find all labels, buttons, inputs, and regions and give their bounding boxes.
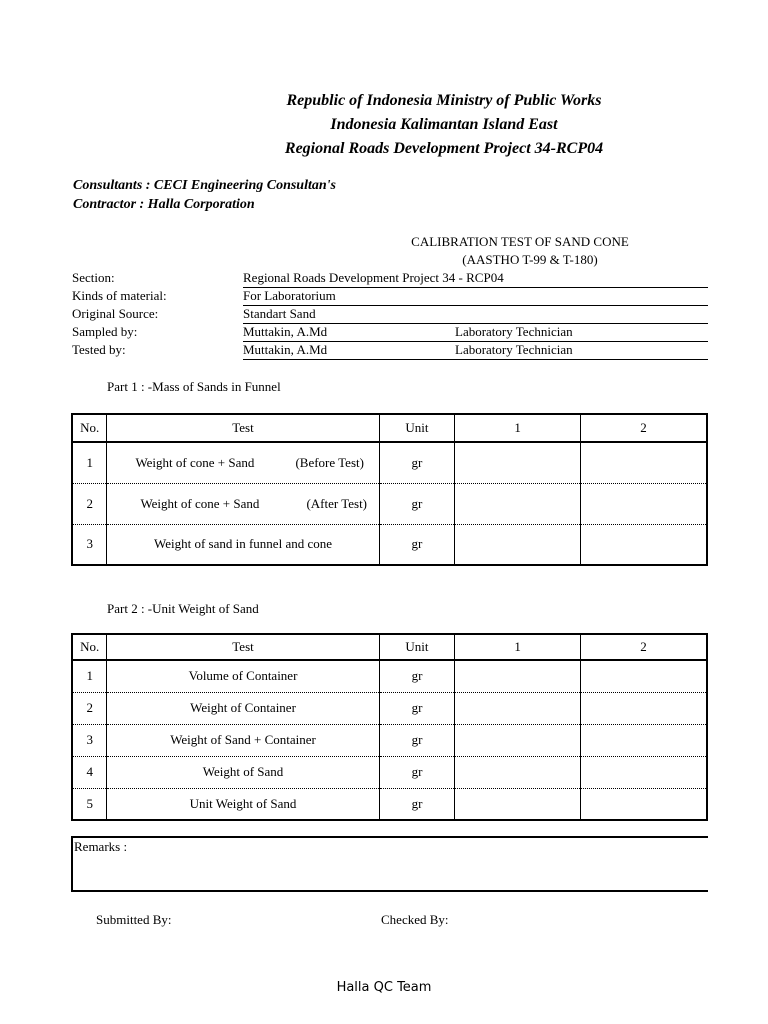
header-unit: Unit xyxy=(379,634,455,660)
table-row xyxy=(72,524,707,565)
row-value-2 xyxy=(580,788,707,820)
row-test-label: Unit Weight of Sand xyxy=(107,788,379,820)
info-material-row xyxy=(72,288,708,306)
section-label: Section: xyxy=(72,270,115,285)
header-no: No. xyxy=(72,634,107,660)
tested-role: Laboratory Technician xyxy=(455,342,573,357)
row-value-1 xyxy=(455,524,581,565)
underline xyxy=(243,359,708,360)
document-title: CALIBRATION TEST OF SAND CONE xyxy=(411,234,629,249)
part2-title: Part 2 : -Unit Weight of Sand xyxy=(107,601,259,616)
row-test-label: Weight of Sand + Container xyxy=(107,724,379,756)
consultants-line: Consultants : CECI Engineering Consultan's xyxy=(73,178,336,193)
info-tested-row xyxy=(72,342,708,360)
row-no: 4 xyxy=(72,756,107,788)
row-value-2 xyxy=(580,442,707,483)
row-no: 2 xyxy=(72,692,107,724)
row-unit: gr xyxy=(379,756,455,788)
row-value-2 xyxy=(580,756,707,788)
row-value-2 xyxy=(580,692,707,724)
table-row xyxy=(72,756,707,788)
row-no: 1 xyxy=(72,660,107,692)
table-row xyxy=(72,788,707,820)
row-no: 5 xyxy=(72,788,107,820)
table-row xyxy=(72,660,707,692)
table-row xyxy=(72,442,707,483)
row-value-1 xyxy=(455,442,581,483)
source-value: Standart Sand xyxy=(243,306,316,321)
header-unit: Unit xyxy=(379,414,455,442)
row-test-label: Weight of Container xyxy=(107,692,379,724)
header-no: No. xyxy=(72,414,107,442)
material-value: For Laboratorium xyxy=(243,288,336,303)
row-test xyxy=(107,483,379,524)
tested-label: Tested by: xyxy=(72,342,126,357)
footer-team: Halla QC Team xyxy=(336,980,432,995)
row-value-1 xyxy=(455,483,581,524)
row-test-label: Weight of cone + Sand xyxy=(135,455,255,470)
part2-table xyxy=(71,633,708,821)
row-value-2 xyxy=(580,660,707,692)
header-trial-1: 1 xyxy=(455,414,581,442)
row-unit: gr xyxy=(379,442,455,483)
row-test xyxy=(107,442,379,483)
row-test-label: Weight of sand in funnel and cone xyxy=(107,524,379,565)
contractor-line: Contractor : Halla Corporation xyxy=(73,197,255,212)
row-value-1 xyxy=(455,692,581,724)
part1-title: Part 1 : -Mass of Sands in Funnel xyxy=(107,379,281,394)
table-row xyxy=(72,692,707,724)
header-test: Test xyxy=(107,634,379,660)
source-label: Original Source: xyxy=(72,306,159,321)
row-value-2 xyxy=(580,724,707,756)
header-line-1: Republic of Indonesia Ministry of Public Works xyxy=(286,92,602,109)
row-test-label: Weight of cone + Sand xyxy=(140,495,260,511)
row-unit: gr xyxy=(379,483,455,524)
info-section-row xyxy=(72,270,708,288)
header-trial-2: 2 xyxy=(580,414,707,442)
document-standard: (AASTHO T-99 & T-180) xyxy=(462,252,598,267)
header-line-3: Regional Roads Development Project 34-RCP04 xyxy=(284,140,604,157)
info-sampled-row xyxy=(72,324,708,342)
header-trial-1: 1 xyxy=(455,634,581,660)
material-label: Kinds of material: xyxy=(72,288,167,303)
row-unit: gr xyxy=(379,524,455,565)
row-value-1 xyxy=(455,788,581,820)
remarks-box xyxy=(71,836,708,892)
part1-table xyxy=(71,413,708,566)
header-line-2: Indonesia Kalimantan Island East xyxy=(330,116,558,133)
table-header-row xyxy=(72,414,707,442)
row-test-note: (After Test) xyxy=(306,495,368,511)
submitted-by-label: Submitted By: xyxy=(96,912,172,927)
row-unit: gr xyxy=(379,692,455,724)
section-value: Regional Roads Development Project 34 - RCP04 xyxy=(243,270,504,285)
row-unit: gr xyxy=(379,724,455,756)
row-test-label: Weight of Sand xyxy=(107,756,379,788)
row-value-2 xyxy=(580,483,707,524)
remarks-label: Remarks : xyxy=(74,839,128,854)
sampled-role: Laboratory Technician xyxy=(455,324,573,339)
tested-name: Muttakin, A.Md xyxy=(243,342,328,357)
checked-by-label: Checked By: xyxy=(381,912,449,927)
header-test: Test xyxy=(107,414,379,442)
sampled-label: Sampled by: xyxy=(72,324,138,339)
row-no: 3 xyxy=(72,524,107,565)
header-trial-2: 2 xyxy=(580,634,707,660)
table-header-row xyxy=(72,634,707,660)
row-unit: gr xyxy=(379,660,455,692)
row-value-1 xyxy=(455,756,581,788)
row-value-1 xyxy=(455,660,581,692)
row-value-1 xyxy=(455,724,581,756)
table-row xyxy=(72,724,707,756)
info-source-row xyxy=(72,306,708,324)
row-no: 1 xyxy=(72,442,107,483)
row-no: 2 xyxy=(72,483,107,524)
row-test-label: Volume of Container xyxy=(107,660,379,692)
table-row xyxy=(72,483,707,524)
row-value-2 xyxy=(580,524,707,565)
row-no: 3 xyxy=(72,724,107,756)
sampled-name: Muttakin, A.Md xyxy=(243,324,328,339)
row-unit: gr xyxy=(379,788,455,820)
row-test-note: (Before Test) xyxy=(295,455,364,470)
